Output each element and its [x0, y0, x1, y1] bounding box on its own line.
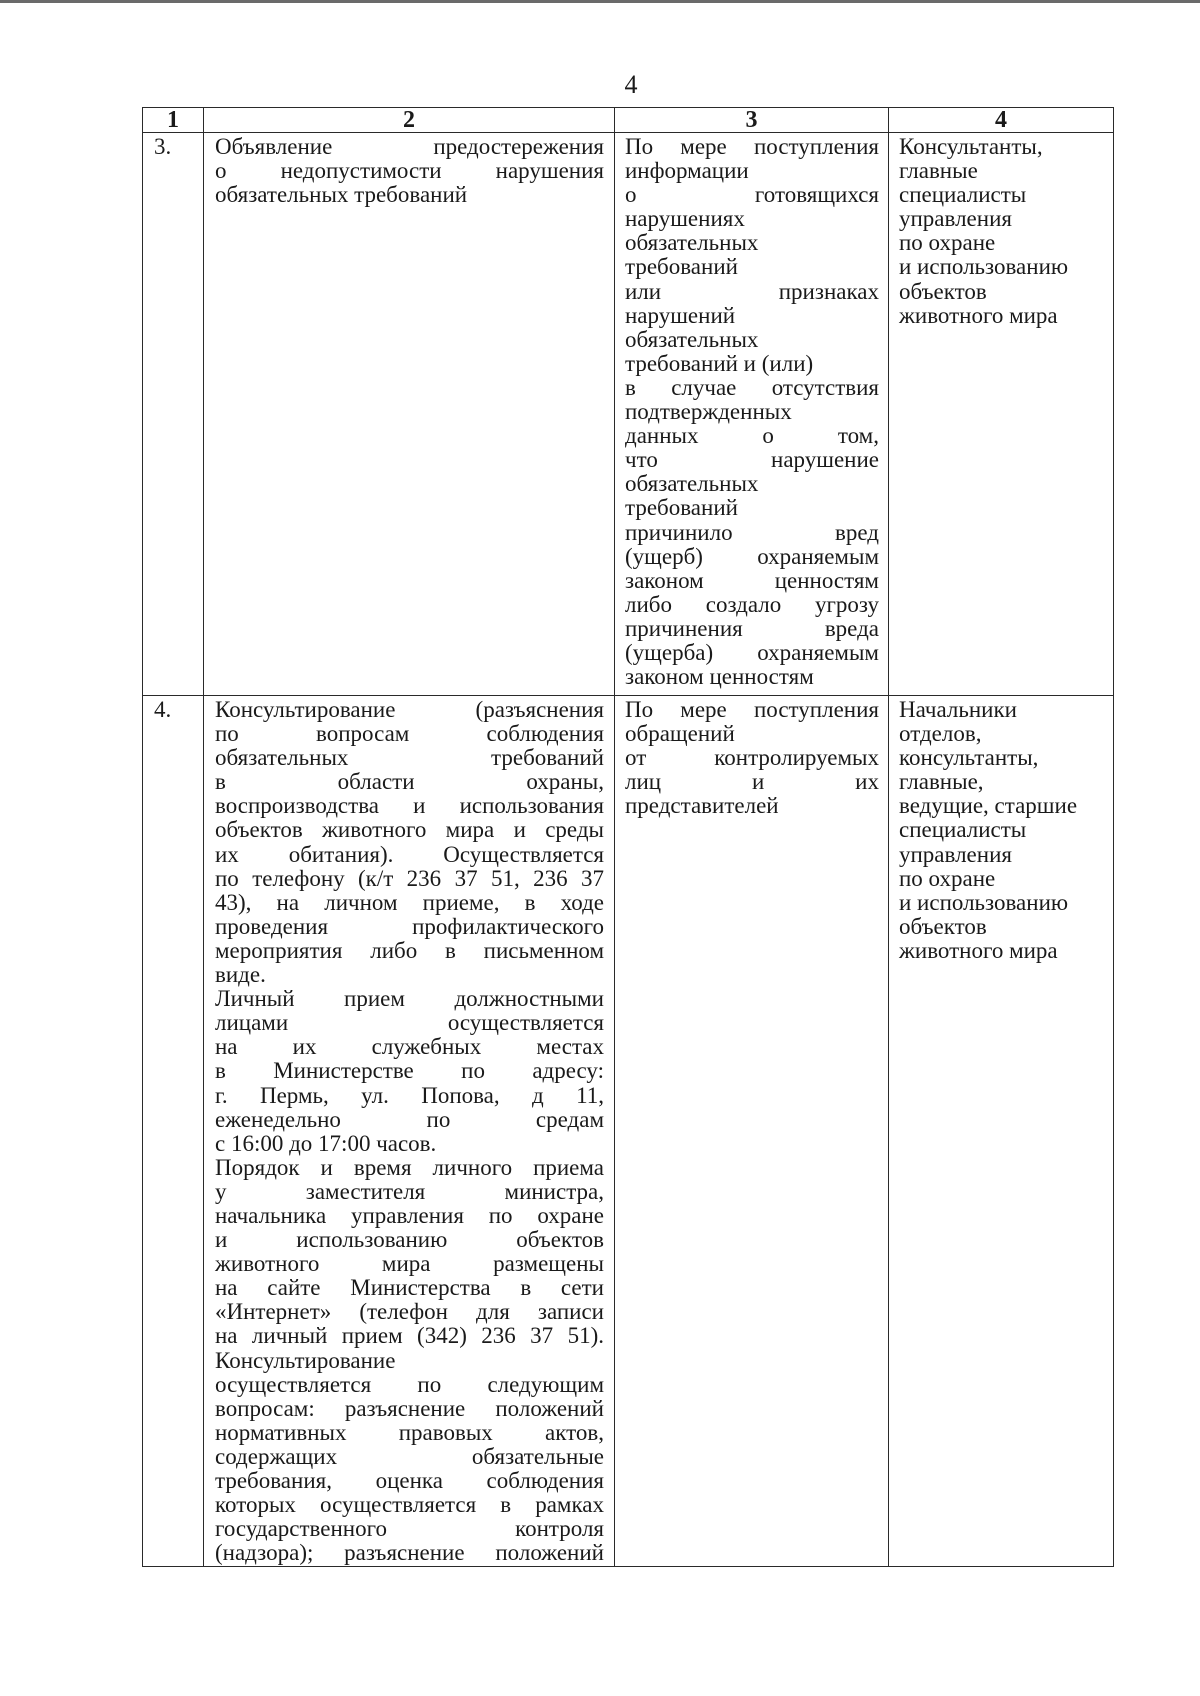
timing-cell — [615, 133, 889, 696]
text-line: требований — [625, 495, 738, 521]
text-line: (ущерб) охраняемым — [625, 543, 879, 569]
text-line: в случае отсутствия — [625, 374, 879, 400]
text-line: управления — [899, 206, 1012, 232]
text-line: в Министерстве по адресу: — [215, 1058, 604, 1084]
row-number: 3. — [143, 133, 204, 696]
text-line: причинило вред — [625, 519, 879, 545]
text-line: воспроизводства и использования — [215, 793, 604, 819]
text-line: и использованию объектов — [215, 1227, 604, 1253]
text-line: 43), на личном приеме, в ходе — [215, 889, 604, 915]
text-line: которых осуществляется в рамках — [215, 1492, 604, 1518]
scan-top-edge — [0, 0, 1200, 3]
text-line: обязательных — [625, 471, 759, 497]
text-line: вопросам: разъяснение положений — [215, 1395, 604, 1421]
text-line: лицами осуществляется — [215, 1010, 604, 1036]
text-line: что нарушение — [625, 447, 879, 473]
text-line: По мере поступления — [625, 134, 879, 159]
text-line: обязательных — [625, 326, 759, 352]
text-line: и использованию — [899, 254, 1069, 280]
text-line: мероприятия либо в письменном — [215, 937, 604, 963]
text-line: г. Пермь, ул. Попова, д 11, — [215, 1082, 604, 1108]
text-line: и использованию — [899, 889, 1069, 915]
text-line: информации — [625, 158, 749, 184]
text-line: подтвержденных — [625, 399, 792, 425]
text-line: данных о том, — [625, 423, 879, 449]
table-header-row — [143, 108, 1114, 133]
text-line: обязательных требований — [215, 182, 468, 208]
text-line: о готовящихся — [625, 182, 879, 208]
text-line: (ущерба) охраняемым — [625, 639, 879, 665]
text-line: представителей — [625, 793, 779, 819]
text-line: Порядок и время личного приема — [215, 1154, 604, 1180]
text-line: специалисты — [899, 817, 1027, 843]
text-line: Консультанты, — [899, 134, 1043, 159]
text-line: животного мира размещены — [215, 1251, 604, 1277]
text-line: Консультирование — [215, 1347, 396, 1373]
responsible-cell — [889, 696, 1114, 1567]
text-line: Объявление предостережения — [215, 134, 604, 159]
text-line: на сайте Министерства в сети — [215, 1275, 604, 1301]
table-row — [143, 696, 1114, 1567]
text-line: начальника управления по охране — [215, 1202, 604, 1228]
text-line: (надзора); разъяснение положений — [215, 1540, 604, 1566]
column-header-2: 2 — [204, 108, 615, 133]
text-line: требований и (или) — [625, 350, 814, 376]
page-number: 4 — [624, 70, 638, 99]
text-line: нарушений — [625, 302, 736, 328]
text-line: содержащих обязательные — [215, 1443, 604, 1469]
text-line: на их служебных местах — [215, 1034, 604, 1060]
text-line: проведения профилактического — [215, 913, 604, 939]
text-line: По мере поступления — [625, 697, 879, 722]
text-line: государственного контроля — [215, 1516, 604, 1542]
text-line: Консультирование (разъяснения — [215, 697, 604, 722]
responsible-cell — [889, 133, 1114, 696]
text-line: требования, оценка соблюдения — [215, 1468, 604, 1493]
measure-cell — [204, 133, 615, 696]
measure-cell — [204, 696, 615, 1567]
text-line: обязательных требований — [215, 745, 604, 771]
text-line: о недопустимости нарушения — [215, 158, 604, 184]
text-line: управления — [899, 841, 1012, 867]
text-line: законом ценностям — [625, 567, 879, 593]
text-line: от контролируемых — [625, 745, 879, 771]
text-line: у заместителя министра, — [215, 1178, 604, 1204]
text-line: специалисты — [899, 182, 1027, 208]
text-line: обязательных — [625, 230, 759, 256]
text-line: или признаках — [625, 278, 879, 304]
text-line: по охране — [899, 230, 996, 256]
text-line: лиц и их — [625, 769, 879, 795]
text-line: законом ценностям — [625, 664, 814, 690]
text-line: на личный прием (342) 236 37 51). — [215, 1323, 604, 1349]
text-line: Начальники — [899, 697, 1017, 722]
text-line: главные — [899, 158, 978, 184]
text-line: консультанты, — [899, 745, 1039, 771]
text-line: главные, — [899, 769, 984, 795]
text-line: еженедельно по средам — [215, 1106, 604, 1132]
text-line: животного мира — [899, 302, 1058, 328]
text-line: животного мира — [899, 937, 1058, 963]
text-line: в области охраны, — [215, 769, 604, 795]
text-line: либо создало угрозу — [625, 591, 879, 617]
column-header-1: 1 — [143, 108, 204, 133]
text-line: ведущие, старшие — [899, 793, 1078, 819]
text-line: по телефону (к/т 236 37 51, 236 37 — [215, 865, 604, 891]
text-line: объектов — [899, 913, 987, 939]
text-line: с 16:00 до 17:00 часов. — [215, 1130, 437, 1156]
text-line: объектов животного мира и среды — [215, 817, 604, 843]
text-line: виде. — [215, 962, 266, 988]
text-line: обращений — [625, 721, 735, 747]
text-line: объектов — [899, 278, 987, 304]
row-number: 4. — [143, 696, 204, 1567]
table-row — [143, 133, 1114, 696]
text-line: по охране — [899, 865, 996, 891]
text-line: осуществляется по следующим — [215, 1371, 604, 1397]
timing-cell — [615, 696, 889, 1567]
text-line: отделов, — [899, 721, 982, 747]
text-line: нарушениях — [625, 206, 745, 232]
text-line: их обитания). Осуществляется — [215, 841, 604, 867]
column-header-3: 3 — [615, 108, 889, 133]
text-line: причинения вреда — [625, 615, 879, 641]
text-line: «Интернет» (телефон для записи — [215, 1299, 604, 1325]
column-header-4: 4 — [889, 108, 1114, 133]
text-line: нормативных правовых актов, — [215, 1419, 604, 1445]
text-line: по вопросам соблюдения — [215, 721, 604, 747]
text-line: требований — [625, 254, 738, 280]
text-line: Личный прием должностными — [215, 986, 604, 1012]
measures-table — [142, 107, 1114, 1567]
